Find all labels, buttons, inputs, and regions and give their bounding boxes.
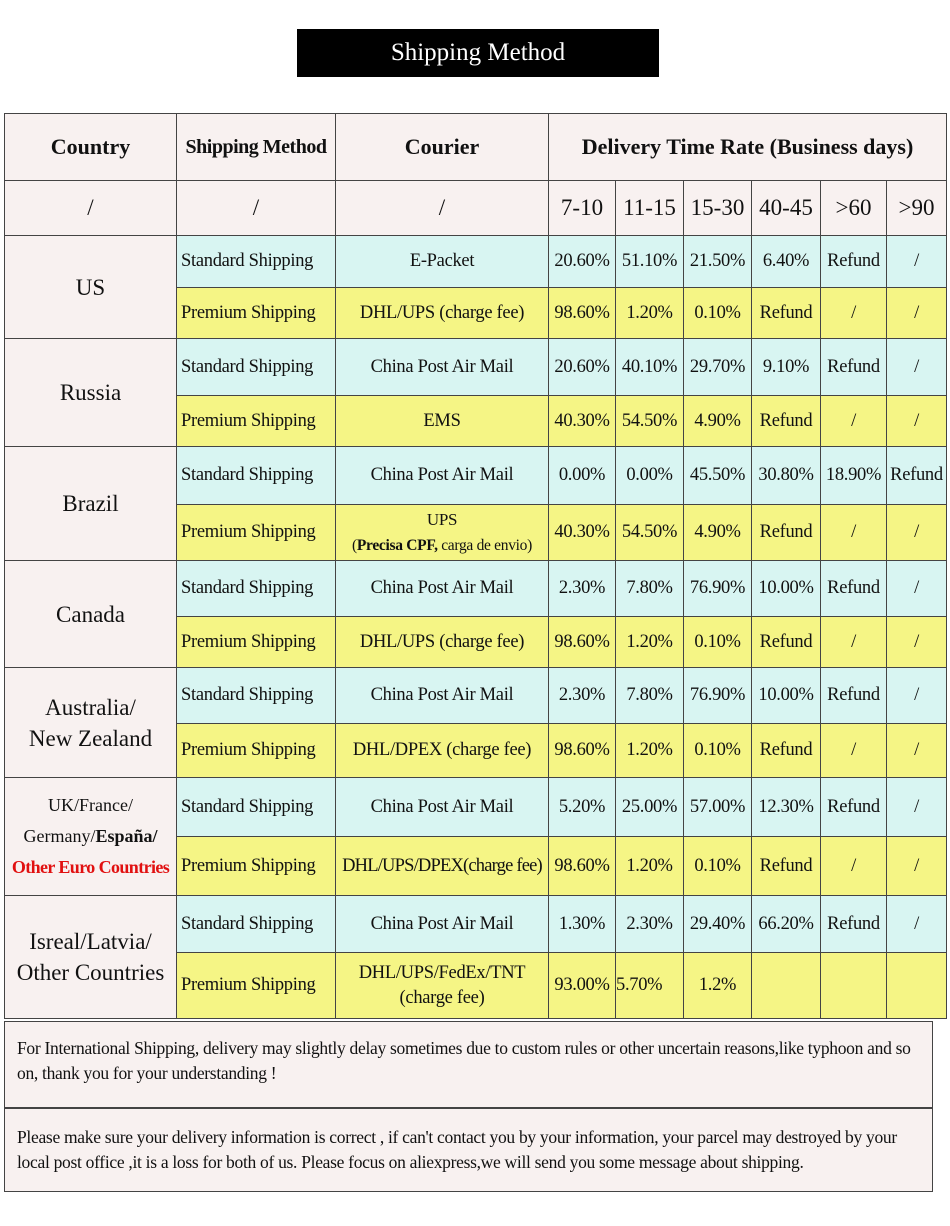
table-row: [5, 668, 947, 724]
subheader-cell: /: [177, 181, 336, 236]
rate-cell: 57.00%: [684, 778, 752, 837]
rate-cell: /: [887, 236, 947, 288]
courier-line: UPS: [426, 510, 458, 529]
rate-cell: 9.10%: [752, 339, 821, 396]
table-row: [5, 236, 947, 288]
range-cell: 7-10: [549, 181, 616, 236]
rate-cell: 30.80%: [752, 447, 821, 505]
courier-cell: EMS: [336, 396, 549, 447]
table-row: [5, 561, 947, 617]
method-cell: Standard Shipping: [177, 339, 336, 396]
rate-cell: /: [821, 396, 887, 447]
rate-cell: /: [821, 288, 887, 339]
subheader-cell: /: [5, 181, 177, 236]
rate-cell: 1.30%: [549, 896, 616, 953]
rate-cell: Refund: [821, 896, 887, 953]
rate-cell: 40.30%: [549, 505, 616, 561]
rate-cell: 76.90%: [684, 668, 752, 724]
country-line-highlight: Other Euro Countries: [11, 857, 170, 877]
rate-cell: [887, 953, 947, 1019]
rate-cell: 76.90%: [684, 561, 752, 617]
rate-cell: /: [887, 561, 947, 617]
rate-cell: /: [887, 668, 947, 724]
courier-rest-text: carga de envio): [437, 537, 532, 554]
rate-cell: 40.10%: [616, 339, 684, 396]
header-row: [5, 114, 947, 181]
range-cell: >60: [821, 181, 887, 236]
header-country: Country: [5, 114, 177, 181]
rate-cell: 66.20%: [752, 896, 821, 953]
rate-cell: /: [887, 505, 947, 561]
country-cell: Brazil: [5, 447, 177, 561]
rate-cell: Refund: [821, 778, 887, 837]
rate-cell: Refund: [752, 617, 821, 668]
page-title-banner: Shipping Method: [297, 29, 659, 77]
country-line: New Zealand: [28, 725, 153, 751]
rate-cell: 0.10%: [684, 837, 752, 896]
rate-cell: 4.90%: [684, 396, 752, 447]
courier-cell: E-Packet: [336, 236, 549, 288]
rate-cell: [821, 953, 887, 1019]
method-cell: Standard Shipping: [177, 668, 336, 724]
method-cell: Premium Shipping: [177, 505, 336, 561]
courier-cell: [336, 953, 549, 1019]
rate-cell: Refund: [887, 447, 947, 505]
rate-cell: Refund: [752, 837, 821, 896]
rate-cell: 2.30%: [549, 561, 616, 617]
rate-cell: 93.00%: [549, 953, 616, 1019]
rate-cell: 29.40%: [684, 896, 752, 953]
rate-cell: 6.40%: [752, 236, 821, 288]
rate-cell: 4.90%: [684, 505, 752, 561]
rate-cell: 1.20%: [616, 617, 684, 668]
method-cell: Standard Shipping: [177, 896, 336, 953]
rate-cell: 98.60%: [549, 288, 616, 339]
courier-cell: China Post Air Mail: [336, 339, 549, 396]
rate-cell: /: [821, 724, 887, 778]
rate-cell: 12.30%: [752, 778, 821, 837]
rate-cell: 7.80%: [616, 668, 684, 724]
country-cell: Canada: [5, 561, 177, 668]
shipping-delay-note: For International Shipping, delivery may slightly delay sometimes due to custom rules or other uncertain reasons,like typhoon and so on, thank you for your understanding !: [4, 1021, 933, 1108]
courier-line: DHL/UPS/FedEx/TNT: [358, 962, 526, 983]
courier-cell: China Post Air Mail: [336, 561, 549, 617]
subheader-row: [5, 181, 947, 236]
country-cell: US: [5, 236, 177, 339]
method-cell: Standard Shipping: [177, 447, 336, 505]
method-cell: Premium Shipping: [177, 288, 336, 339]
rate-cell: 98.60%: [549, 724, 616, 778]
rate-cell: 5.70%: [616, 953, 684, 1019]
courier-cell: China Post Air Mail: [336, 896, 549, 953]
rate-cell: 0.00%: [616, 447, 684, 505]
rate-cell: Refund: [821, 339, 887, 396]
rate-cell: 0.00%: [549, 447, 616, 505]
rate-cell: 1.20%: [616, 288, 684, 339]
rate-cell: Refund: [821, 236, 887, 288]
rate-cell: 2.30%: [616, 896, 684, 953]
range-cell: 40-45: [752, 181, 821, 236]
header-courier: Courier: [336, 114, 549, 181]
rate-cell: 10.00%: [752, 561, 821, 617]
courier-cell: China Post Air Mail: [336, 778, 549, 837]
method-cell: Premium Shipping: [177, 617, 336, 668]
courier-cell: DHL/UPS/DPEX(charge fee): [336, 837, 549, 896]
range-cell: 11-15: [616, 181, 684, 236]
table-row: [5, 896, 947, 953]
country-cell: [5, 896, 177, 1019]
rate-cell: /: [887, 396, 947, 447]
method-cell: Standard Shipping: [177, 561, 336, 617]
courier-line: (charge fee): [399, 987, 485, 1008]
courier-cell: China Post Air Mail: [336, 668, 549, 724]
country-line: Isreal/Latvia/: [29, 929, 152, 954]
rate-cell: /: [821, 505, 887, 561]
courier-cell: DHL/UPS (charge fee): [336, 288, 549, 339]
rate-cell: /: [887, 339, 947, 396]
rate-cell: /: [821, 837, 887, 896]
rate-cell: Refund: [752, 724, 821, 778]
rate-cell: Refund: [752, 288, 821, 339]
rate-cell: Refund: [821, 668, 887, 724]
courier-paren: (: [352, 537, 357, 554]
rate-cell: 29.70%: [684, 339, 752, 396]
method-cell: Premium Shipping: [177, 837, 336, 896]
shipping-table: [4, 113, 947, 1019]
rate-cell: /: [887, 778, 947, 837]
country-line: Australia/: [45, 694, 136, 720]
rate-cell: /: [887, 896, 947, 953]
rate-cell: [752, 953, 821, 1019]
address-warning-note: Please make sure your delivery information is correct , if can't contact you by your information, your parcel may destroyed by your local post office ,it is a loss for both of us. Please focus on aliexpress,we will send you some message about shipping.: [4, 1108, 933, 1192]
method-cell: Premium Shipping: [177, 724, 336, 778]
rate-cell: 54.50%: [616, 396, 684, 447]
subheader-cell: /: [336, 181, 549, 236]
country-cell: [5, 668, 177, 778]
courier-cell: [336, 505, 549, 561]
rate-cell: 1.20%: [616, 724, 684, 778]
rate-cell: 5.20%: [549, 778, 616, 837]
courier-line: [352, 537, 532, 554]
rate-cell: 20.60%: [549, 339, 616, 396]
courier-cell: China Post Air Mail: [336, 447, 549, 505]
rate-cell: /: [887, 288, 947, 339]
rate-cell: 21.50%: [684, 236, 752, 288]
header-shipping-method: Shipping Method: [177, 114, 336, 181]
courier-cell: DHL/UPS (charge fee): [336, 617, 549, 668]
header-delivery-time: Delivery Time Rate (Business days): [549, 114, 947, 181]
country-line: Other Countries: [16, 960, 165, 985]
country-line-bold: España/: [95, 826, 158, 846]
rate-cell: Refund: [752, 505, 821, 561]
table-row: [5, 447, 947, 505]
table-row: [5, 778, 947, 837]
rate-cell: /: [887, 837, 947, 896]
rate-cell: 1.2%: [684, 953, 752, 1019]
rate-cell: 7.80%: [616, 561, 684, 617]
table-row: [5, 339, 947, 396]
rate-cell: Refund: [752, 396, 821, 447]
method-cell: Standard Shipping: [177, 236, 336, 288]
range-cell: >90: [887, 181, 947, 236]
country-line: UK/France/: [48, 795, 133, 815]
method-cell: Premium Shipping: [177, 396, 336, 447]
rate-cell: 51.10%: [616, 236, 684, 288]
rate-cell: 2.30%: [549, 668, 616, 724]
rate-cell: /: [887, 617, 947, 668]
rate-cell: 45.50%: [684, 447, 752, 505]
rate-cell: 10.00%: [752, 668, 821, 724]
country-cell: [5, 778, 177, 896]
rate-cell: /: [887, 724, 947, 778]
rate-cell: 0.10%: [684, 724, 752, 778]
method-cell: Standard Shipping: [177, 778, 336, 837]
range-cell: 15-30: [684, 181, 752, 236]
rate-cell: 1.20%: [616, 837, 684, 896]
rate-cell: 20.60%: [549, 236, 616, 288]
rate-cell: 0.10%: [684, 617, 752, 668]
courier-cell: DHL/DPEX (charge fee): [336, 724, 549, 778]
country-line: Germany/: [23, 826, 96, 846]
rate-cell: 18.90%: [821, 447, 887, 505]
rate-cell: 98.60%: [549, 837, 616, 896]
rate-cell: 40.30%: [549, 396, 616, 447]
rate-cell: 54.50%: [616, 505, 684, 561]
rate-cell: 25.00%: [616, 778, 684, 837]
rate-cell: /: [821, 617, 887, 668]
country-cell: Russia: [5, 339, 177, 447]
rate-cell: 0.10%: [684, 288, 752, 339]
rate-cell: Refund: [821, 561, 887, 617]
rate-cell: 98.60%: [549, 617, 616, 668]
method-cell: Premium Shipping: [177, 953, 336, 1019]
courier-bold-text: Precisa CPF,: [356, 537, 438, 554]
